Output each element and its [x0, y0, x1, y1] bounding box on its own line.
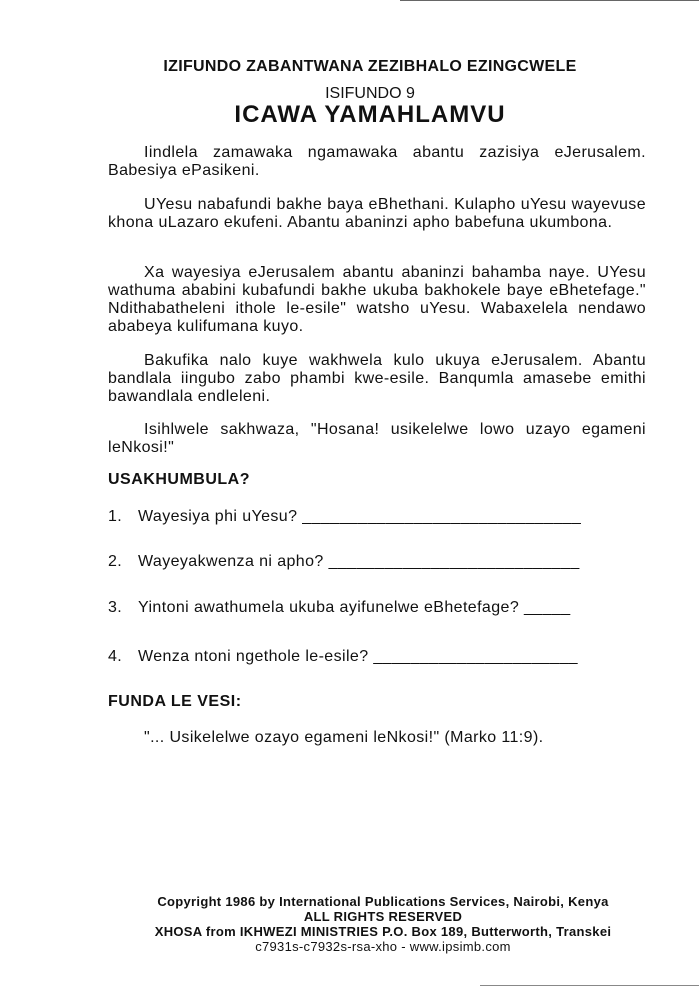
paragraph: Bakufika nalo kuye wakhwela kulo ukuya eJerusalem. Abantu bandlala iingubo zabo phambi kwe-esile. Banqumla amasebe emithi bawandlala endleleni.: [108, 352, 646, 405]
page-edge-line: [400, 0, 699, 1]
question-number: 1.: [108, 508, 123, 525]
lesson-title: ICAWA YAMAHLAMVU: [234, 101, 506, 128]
copyright-line: Copyright 1986 by International Publications Services, Nairobi, Kenya: [157, 894, 609, 909]
question-item: [108, 648, 578, 666]
question-text: Yintoni awathumela ukuba ayifunelwe eBhetefage?: [138, 599, 520, 616]
paragraph: UYesu nabafundi bakhe baya eBhethani. Kulapho uYesu wayevuse khona uLazaro ekufeni. Abantu abaninzi apho babefuna ukumbona.: [108, 196, 646, 231]
rights-line: ALL RIGHTS RESERVED: [303, 909, 463, 924]
paragraph: Xa wayesiya eJerusalem abantu abaninzi bahamba naye. UYesu wathuma ababini kubafundi bakhe ukuba bakhokele baye eBhetefage." Ndithabatheleni ithole le-esile" watsho uYesu. Wabaxelela nendawo ababeya kulifumana kuyo.: [108, 264, 646, 335]
question-number: 2.: [108, 553, 123, 570]
question-text: Wenza ntoni ngethole le-esile?: [138, 648, 369, 665]
question-number: 4.: [108, 648, 123, 665]
question-text: Wayeyakwenza ni apho?: [138, 553, 324, 570]
answer-blank: ___________________________: [328, 553, 580, 570]
lesson-number: ISIFUNDO 9: [325, 85, 415, 102]
paragraph: Isihlwele sakhwaza, "Hosana! usikelelwe lowo uzayo egameni leNkosi!": [108, 421, 646, 456]
answer-blank: ______________________________: [302, 508, 582, 525]
question-item: [108, 599, 571, 617]
question-text: Wayesiya phi uYesu?: [138, 508, 298, 525]
question-number: 3.: [108, 599, 123, 616]
publisher-line: XHOSA from IKHWEZI MINISTRIES P.O. Box 189, Butterworth, Transkei: [154, 924, 612, 939]
paragraph: Iindlela zamawaka ngamawaka abantu zazisiya eJerusalem. Babesiya ePasikeni.: [108, 144, 646, 179]
answer-blank: _____: [524, 599, 571, 616]
footer: [0, 894, 699, 954]
answer-blank: ______________________: [373, 648, 578, 665]
page-edge-line: [480, 985, 699, 986]
question-item: [108, 508, 581, 526]
series-title: IZIFUNDO ZABANTWANA ZEZIBHALO EZINGCWELE: [163, 58, 577, 75]
memory-verse: "... Usikelelwe ozayo egameni leNkosi!" (Marko 11:9).: [144, 729, 544, 746]
question-item: [108, 553, 580, 571]
questions-heading: USAKHUMBULA?: [108, 471, 250, 488]
verse-heading: FUNDA LE VESI:: [108, 693, 242, 710]
code-url-line: c7931s-c7932s-rsa-xho - www.ipsimb.com: [255, 939, 511, 954]
